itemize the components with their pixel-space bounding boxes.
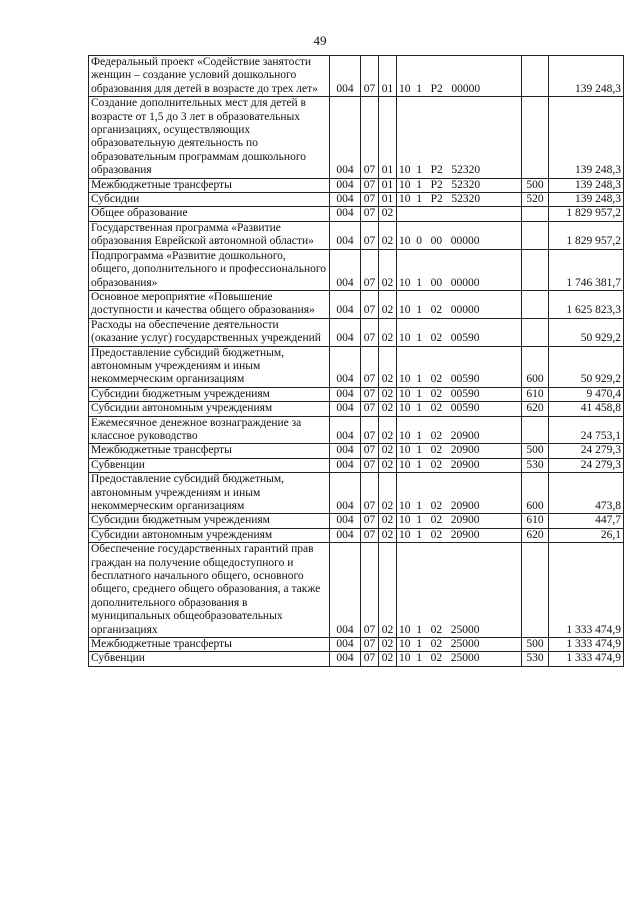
row-target-article-cell: 10 1 02 00000 [397,290,522,318]
row-target-article-cell: 10 1 02 20900 [397,416,522,444]
row-grbs-cell: 004 [330,528,361,542]
row-section-cell: 07 [361,543,379,638]
row-grbs-cell: 004 [330,458,361,472]
table-row [89,458,624,472]
row-subsection-cell: 02 [379,416,397,444]
row-grbs-cell: 004 [330,638,361,652]
row-subsection-cell: 02 [379,290,397,318]
row-name-cell: Субсидии автономным учреждениям [89,528,330,542]
row-name-cell: Предоставление субсидий бюджетным, автономным учреждениям и иным некоммерческим организациям [89,473,330,514]
row-amount-cell: 26,1 [549,528,624,542]
row-subsection-cell: 01 [379,56,397,97]
row-expense-type-cell: 600 [522,346,549,387]
row-section-cell: 07 [361,346,379,387]
row-target-article-cell: 10 1 02 25000 [397,652,522,666]
row-expense-type-cell: 600 [522,473,549,514]
table-row [89,221,624,249]
row-grbs-cell: 004 [330,346,361,387]
table-row [89,514,624,528]
row-section-cell: 07 [361,56,379,97]
table-row [89,178,624,192]
row-grbs-cell: 004 [330,514,361,528]
row-expense-type-cell: 500 [522,444,549,458]
row-section-cell: 07 [361,207,379,221]
row-section-cell: 07 [361,473,379,514]
row-expense-type-cell: 530 [522,652,549,666]
row-subsection-cell: 02 [379,402,397,416]
table-row [89,346,624,387]
row-section-cell: 07 [361,193,379,207]
table-row [89,444,624,458]
row-target-article-cell: 10 1 02 00590 [397,402,522,416]
row-name-cell: Межбюджетные трансферты [89,638,330,652]
row-subsection-cell: 02 [379,346,397,387]
table-row [89,318,624,346]
row-grbs-cell: 004 [330,221,361,249]
table-row [89,638,624,652]
row-expense-type-cell [522,56,549,97]
row-expense-type-cell: 500 [522,178,549,192]
page-number: 49 [313,33,327,48]
row-amount-cell: 139 248,3 [549,56,624,97]
row-subsection-cell: 02 [379,249,397,290]
row-expense-type-cell [522,221,549,249]
row-amount-cell: 24 279,3 [549,458,624,472]
row-name-cell: Обеспечение государственных гарантий прав граждан на получение общедоступного и бесплатного начального общего, основного общего, среднего общего образования, а также дополнительного образования в муниципальных общеобразовательных организациях [89,543,330,638]
row-name-cell: Общее образование [89,207,330,221]
row-expense-type-cell: 610 [522,514,549,528]
table-row [89,543,624,638]
row-expense-type-cell [522,207,549,221]
row-amount-cell: 1 625 823,3 [549,290,624,318]
row-target-article-cell: 10 1 P2 52320 [397,193,522,207]
row-subsection-cell: 02 [379,387,397,401]
row-subsection-cell: 02 [379,318,397,346]
row-grbs-cell: 004 [330,56,361,97]
row-name-cell: Подпрограмма «Развитие дошкольного, общего, дополнительного и профессионального образования» [89,249,330,290]
row-expense-type-cell [522,249,549,290]
table-row [89,290,624,318]
row-target-article-cell: 10 1 02 20900 [397,528,522,542]
row-amount-cell: 473,8 [549,473,624,514]
row-grbs-cell: 004 [330,416,361,444]
row-grbs-cell: 004 [330,473,361,514]
row-grbs-cell: 004 [330,193,361,207]
budget-table-body [89,56,624,667]
row-name-cell: Субвенции [89,458,330,472]
row-section-cell: 07 [361,97,379,178]
row-subsection-cell: 01 [379,193,397,207]
row-name-cell: Федеральный проект «Содействие занятости женщин – создание условий дошкольного образования для детей в возрасте до трех лет» [89,56,330,97]
row-name-cell: Государственная программа «Развитие образования Еврейской автономной области» [89,221,330,249]
row-amount-cell: 50 929,2 [549,318,624,346]
table-row [89,193,624,207]
table-row [89,528,624,542]
row-amount-cell: 1 829 957,2 [549,207,624,221]
row-target-article-cell: 10 1 02 00590 [397,387,522,401]
row-expense-type-cell [522,290,549,318]
row-expense-type-cell [522,543,549,638]
row-section-cell: 07 [361,652,379,666]
row-name-cell: Межбюджетные трансферты [89,178,330,192]
table-row [89,249,624,290]
row-section-cell: 07 [361,444,379,458]
row-subsection-cell: 02 [379,458,397,472]
row-target-article-cell: 10 1 P2 52320 [397,178,522,192]
row-grbs-cell: 004 [330,543,361,638]
row-target-article-cell: 10 1 02 20900 [397,473,522,514]
row-subsection-cell: 02 [379,638,397,652]
row-amount-cell: 1 333 474,9 [549,638,624,652]
row-subsection-cell: 02 [379,652,397,666]
row-section-cell: 07 [361,514,379,528]
row-section-cell: 07 [361,178,379,192]
row-target-article-cell: 10 1 02 25000 [397,638,522,652]
row-expense-type-cell: 610 [522,387,549,401]
row-amount-cell: 24 753,1 [549,416,624,444]
row-amount-cell: 447,7 [549,514,624,528]
row-target-article-cell: 10 0 00 00000 [397,221,522,249]
row-grbs-cell: 004 [330,652,361,666]
table-row [89,97,624,178]
row-target-article-cell: 10 1 P2 52320 [397,97,522,178]
row-grbs-cell: 004 [330,178,361,192]
row-expense-type-cell: 620 [522,402,549,416]
row-grbs-cell: 004 [330,97,361,178]
row-section-cell: 07 [361,402,379,416]
row-section-cell: 07 [361,221,379,249]
row-amount-cell: 1 746 381,7 [549,249,624,290]
row-grbs-cell: 004 [330,402,361,416]
row-name-cell: Субсидии бюджетным учреждениям [89,387,330,401]
budget-table [88,55,624,667]
table-row [89,387,624,401]
table-row [89,473,624,514]
row-grbs-cell: 004 [330,249,361,290]
row-subsection-cell: 01 [379,178,397,192]
row-subsection-cell: 02 [379,543,397,638]
row-expense-type-cell: 520 [522,193,549,207]
row-amount-cell: 1 333 474,9 [549,543,624,638]
row-section-cell: 07 [361,387,379,401]
row-target-article-cell: 10 1 02 20900 [397,458,522,472]
row-amount-cell: 139 248,3 [549,193,624,207]
row-expense-type-cell [522,416,549,444]
row-name-cell: Создание дополнительных мест для детей в возрасте от 1,5 до 3 лет в образовательных организациях, осуществляющих образовательную деятельность по образовательным программам дошкольного образования [89,97,330,178]
row-target-article-cell: 10 1 02 25000 [397,543,522,638]
row-name-cell: Субсидии [89,193,330,207]
table-row [89,652,624,666]
row-subsection-cell: 02 [379,207,397,221]
row-name-cell: Ежемесячное денежное вознаграждение за классное руководство [89,416,330,444]
row-amount-cell: 139 248,3 [549,178,624,192]
row-grbs-cell: 004 [330,318,361,346]
row-name-cell: Субвенции [89,652,330,666]
row-target-article-cell: 10 1 02 20900 [397,514,522,528]
row-subsection-cell: 02 [379,473,397,514]
row-amount-cell: 41 458,8 [549,402,624,416]
table-row [89,207,624,221]
row-expense-type-cell: 530 [522,458,549,472]
row-subsection-cell: 02 [379,528,397,542]
row-amount-cell: 1 333 474,9 [549,652,624,666]
row-subsection-cell: 01 [379,97,397,178]
row-grbs-cell: 004 [330,290,361,318]
row-expense-type-cell: 620 [522,528,549,542]
row-subsection-cell: 02 [379,221,397,249]
row-section-cell: 07 [361,249,379,290]
row-grbs-cell: 004 [330,207,361,221]
row-name-cell: Основное мероприятие «Повышение доступности и качества общего образования» [89,290,330,318]
row-target-article-cell [397,207,522,221]
row-section-cell: 07 [361,318,379,346]
row-grbs-cell: 004 [330,387,361,401]
row-amount-cell: 50 929,2 [549,346,624,387]
row-amount-cell: 139 248,3 [549,97,624,178]
row-target-article-cell: 10 1 02 20900 [397,444,522,458]
table-row [89,56,624,97]
row-amount-cell: 9 470,4 [549,387,624,401]
row-target-article-cell: 10 1 P2 00000 [397,56,522,97]
row-subsection-cell: 02 [379,444,397,458]
row-section-cell: 07 [361,528,379,542]
row-section-cell: 07 [361,638,379,652]
row-subsection-cell: 02 [379,514,397,528]
row-target-article-cell: 10 1 00 00000 [397,249,522,290]
row-amount-cell: 1 829 957,2 [549,221,624,249]
row-name-cell: Межбюджетные трансферты [89,444,330,458]
row-grbs-cell: 004 [330,444,361,458]
row-name-cell: Предоставление субсидий бюджетным, автономным учреждениям и иным некоммерческим организациям [89,346,330,387]
row-name-cell: Субсидии бюджетным учреждениям [89,514,330,528]
row-expense-type-cell [522,97,549,178]
row-amount-cell: 24 279,3 [549,444,624,458]
row-section-cell: 07 [361,290,379,318]
row-name-cell: Субсидии автономным учреждениям [89,402,330,416]
row-target-article-cell: 10 1 02 00590 [397,346,522,387]
row-section-cell: 07 [361,458,379,472]
row-expense-type-cell [522,318,549,346]
row-section-cell: 07 [361,416,379,444]
table-row [89,402,624,416]
row-target-article-cell: 10 1 02 00590 [397,318,522,346]
row-expense-type-cell: 500 [522,638,549,652]
row-name-cell: Расходы на обеспечение деятельности (оказание услуг) государственных учреждений [89,318,330,346]
table-row [89,416,624,444]
